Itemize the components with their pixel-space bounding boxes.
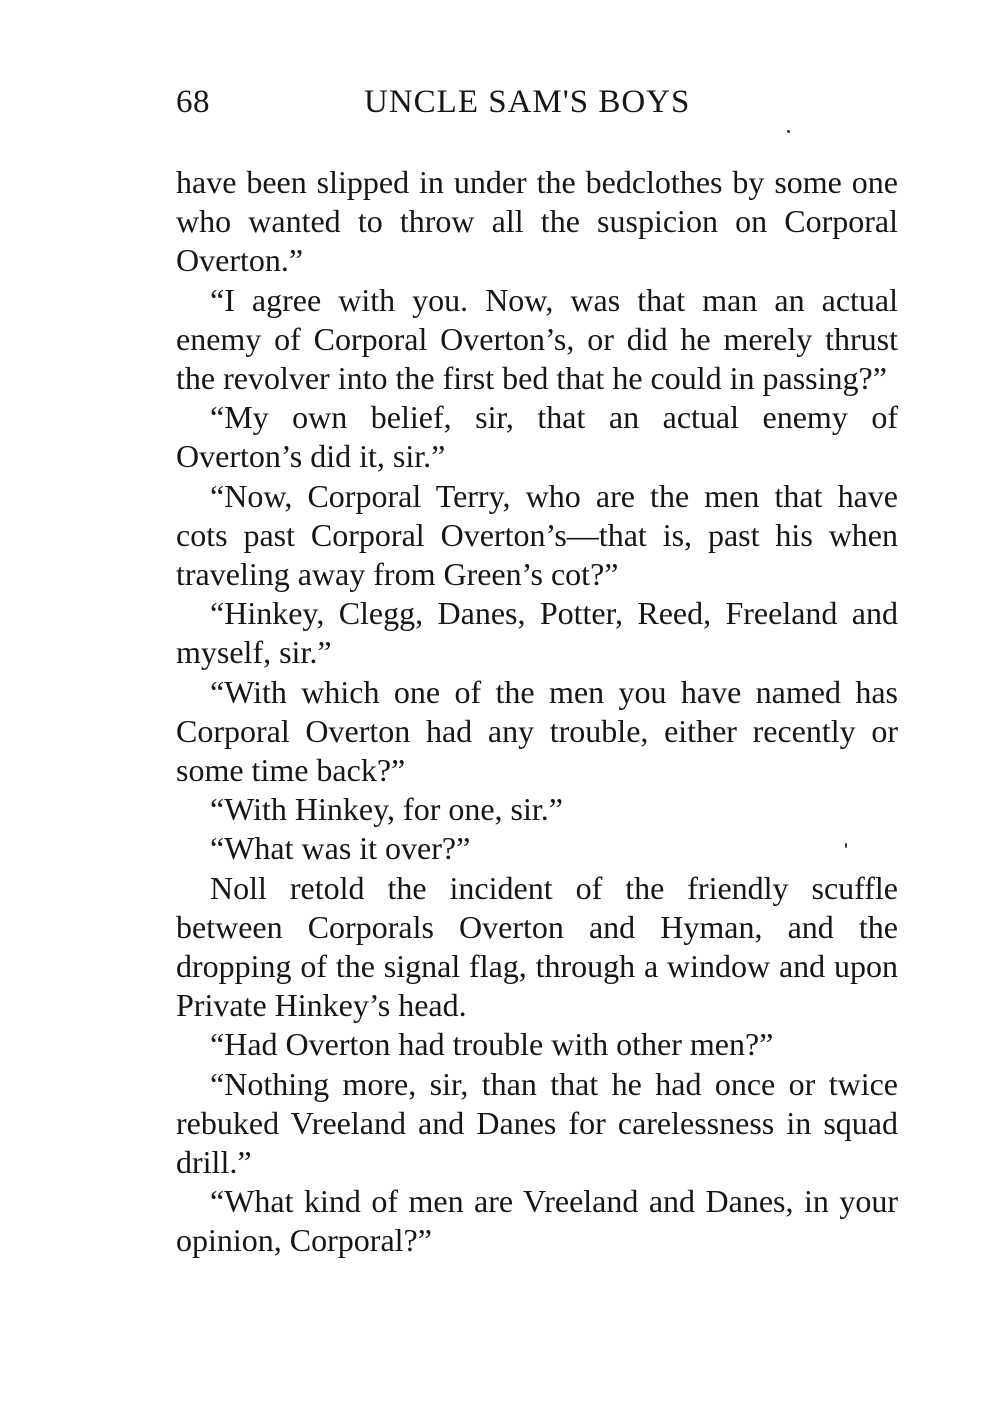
paragraph: “Now, Corporal Terry, who are the men that have cots past Corporal Overton’s—that is, past his when traveling away from Green’s cot?” — [176, 477, 898, 593]
paragraph: “What was it over?” — [210, 830, 471, 867]
paragraph: have been slipped in under the bedclothes by some one who wanted to throw all the suspicion on Corporal Overton.” — [176, 164, 898, 279]
paragraph: “I agree with you. Now, was that man an actual enemy of Corporal Overton’s, or did he merely thrust the revolver into the first bed that he could in passing?” — [176, 281, 898, 397]
running-head — [176, 80, 900, 124]
page-number: 68 — [176, 84, 210, 120]
paragraph: “My own belief, sir, that an actual enemy of Overton’s did it, sir.” — [176, 399, 898, 475]
paragraph: “Hinkey, Clegg, Danes, Potter, Reed, Freeland and myself, sir.” — [176, 595, 898, 671]
print-speck — [787, 130, 790, 133]
paragraph: “With Hinkey, for one, sir.” — [210, 791, 563, 828]
paragraph: “Nothing more, sir, than that he had once or twice rebuked Vreeland and Danes for carelessness in squad drill.” — [176, 1065, 898, 1181]
book-title: UNCLE SAM'S BOYS — [364, 84, 691, 120]
paragraph: “With which one of the men you have named has Corporal Overton had any trouble, either recently or some time back?” — [176, 673, 898, 789]
paragraph: “What kind of men are Vreeland and Danes, in your opinion, Corporal?” — [176, 1183, 898, 1259]
paragraph: “Had Overton had trouble with other men?” — [210, 1026, 774, 1063]
paragraph: Noll retold the incident of the friendly scuffle between Corporals Overton and Hyman, and the dropping of the signal flag, through a window and upon Private Hinkey’s head. — [176, 869, 898, 1024]
body-text — [176, 163, 898, 1261]
